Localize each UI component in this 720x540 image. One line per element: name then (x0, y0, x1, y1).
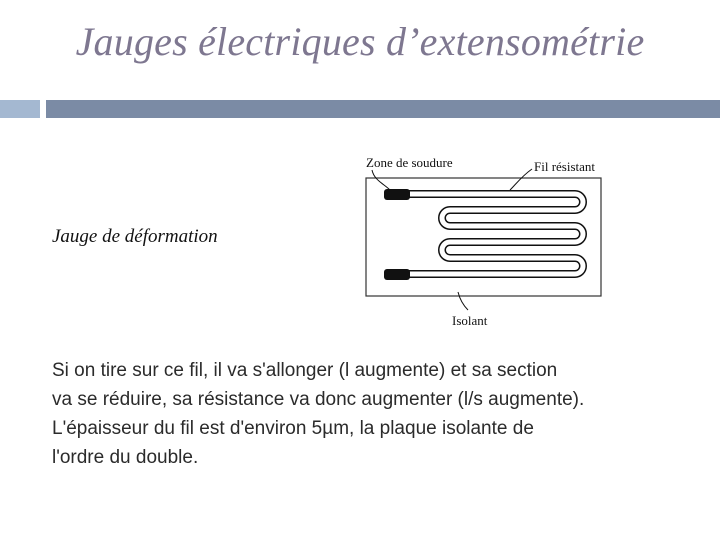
body-paragraph (52, 356, 692, 472)
label-zone-de-soudure: Zone de soudure (366, 155, 453, 170)
strain-gauge-diagram (350, 150, 610, 335)
solder-pad-bottom (384, 269, 410, 280)
title-divider-accent (0, 100, 40, 118)
strain-gauge-figure (350, 150, 610, 335)
subheading-jauge-de-deformation: Jauge de déformation (52, 226, 218, 247)
paragraph-line: L'épaisseur du fil est d'environ 5µm, la plaque isolante de (52, 418, 534, 439)
title-divider-bar (46, 100, 720, 118)
paragraph-line: l'ordre du double. (52, 447, 199, 468)
solder-pad-top (384, 189, 410, 200)
paragraph-line: Si on tire sur ce fil, il va s'allonger (l augmente) et sa section (52, 360, 558, 381)
paragraph-line: va se réduire, sa résistance va donc augmenter (l/s augmente). (52, 389, 585, 410)
slide-title: Jauges électriques d’extensométrie (75, 19, 645, 64)
label-isolant: Isolant (452, 313, 488, 328)
label-fil-resistant: Fil résistant (534, 159, 596, 174)
